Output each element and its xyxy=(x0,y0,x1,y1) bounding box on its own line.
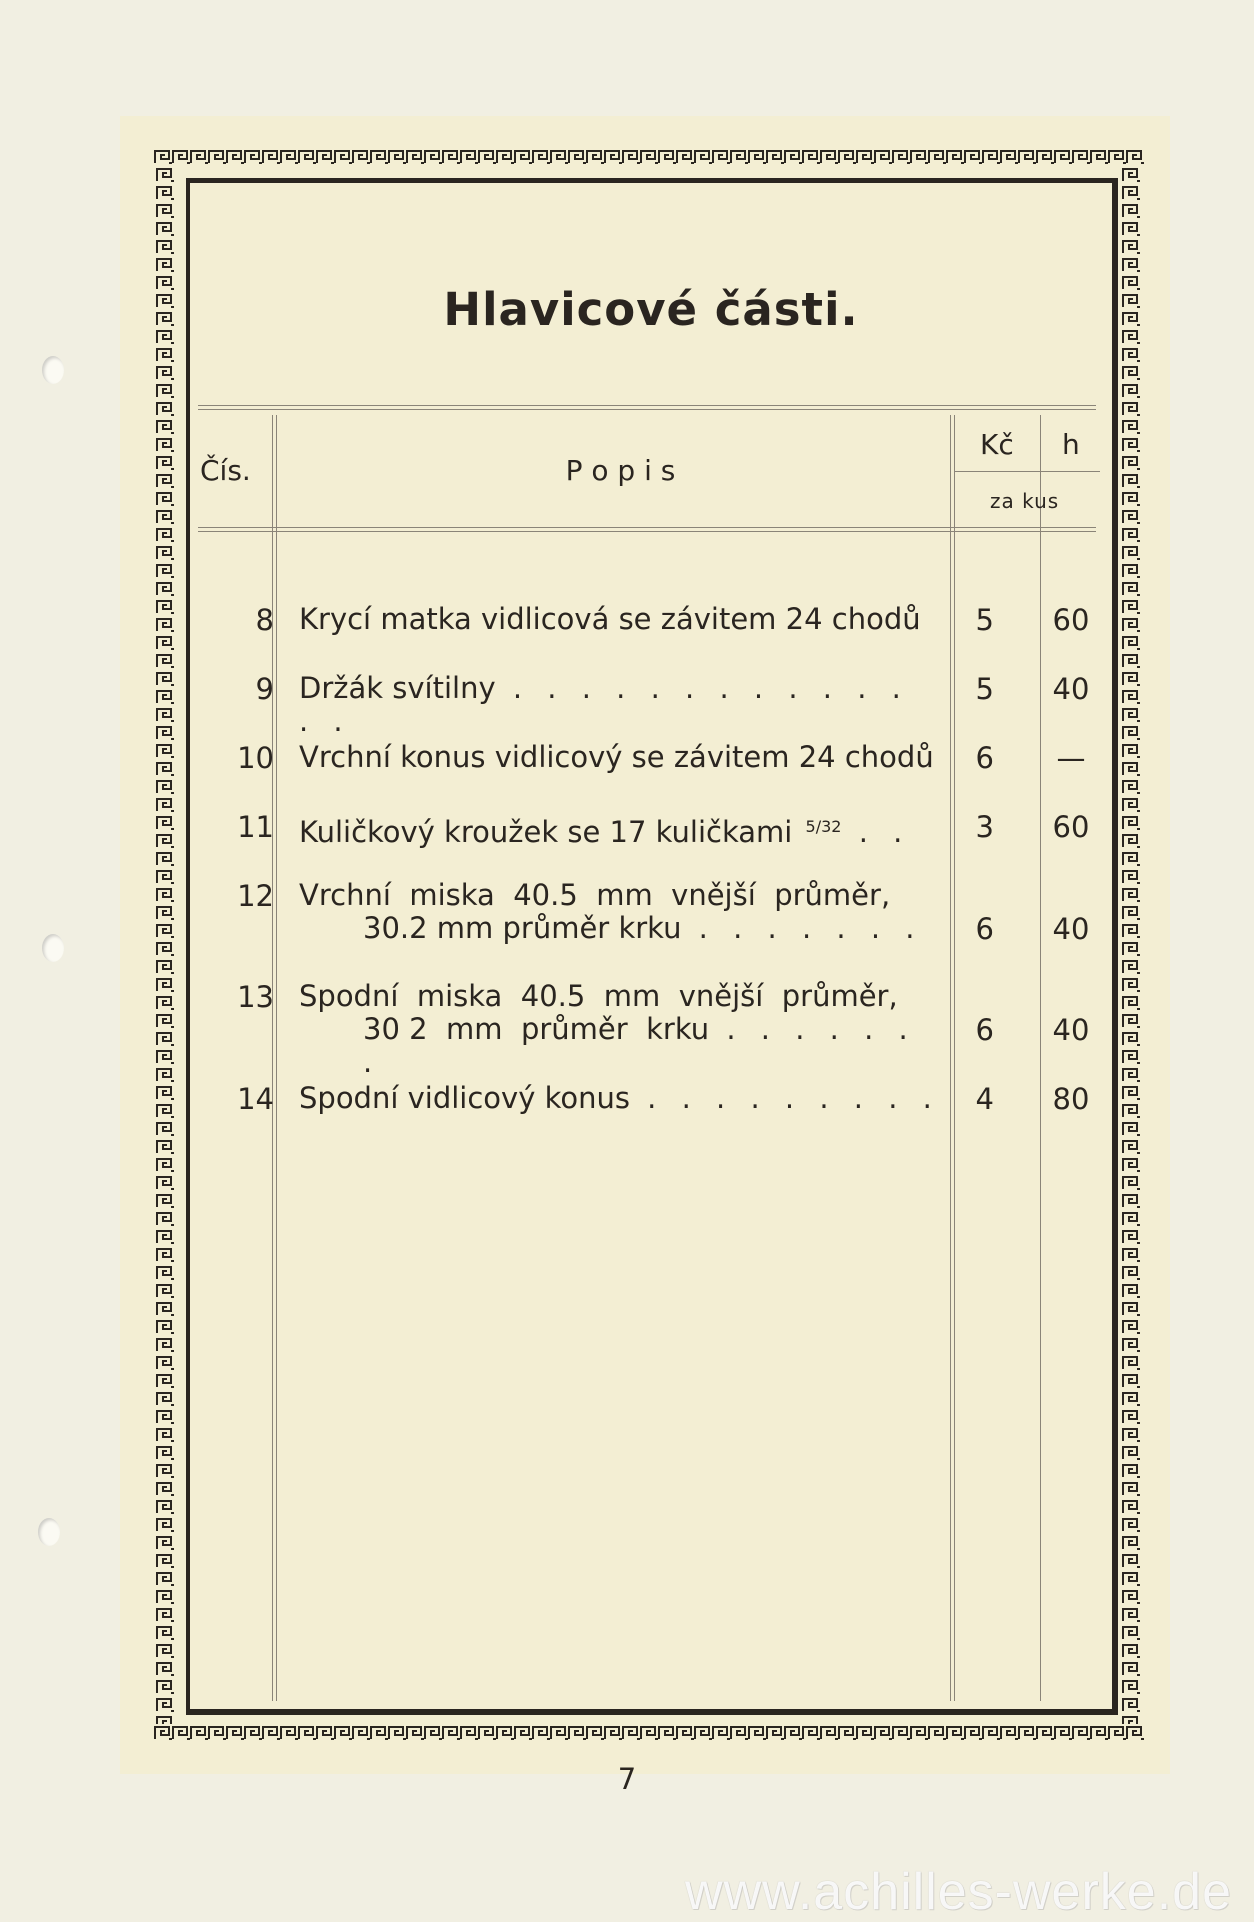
row-number: 8 xyxy=(255,603,274,637)
header-top-rule xyxy=(198,405,1096,406)
row-price-h: 40 xyxy=(1052,672,1090,706)
kc-h-divider-rule xyxy=(954,471,1100,472)
row-description-line1: Spodní miska 40.5 mm vnější průměr, xyxy=(299,979,898,1013)
row-number: 10 xyxy=(237,741,274,775)
header-kc: Kč xyxy=(980,428,1014,461)
row-number: 13 xyxy=(237,980,274,1014)
row-description xyxy=(299,879,942,945)
leader-dots: . . . . . . . xyxy=(363,1012,916,1079)
row-price-h: 40 xyxy=(1052,912,1090,946)
row-description xyxy=(299,980,942,1079)
row-description xyxy=(299,672,942,738)
row-price-h: 40 xyxy=(1052,1013,1090,1047)
row-description-line2 xyxy=(299,1013,942,1079)
row-number: 9 xyxy=(255,672,274,706)
header-h: h xyxy=(1062,428,1080,461)
table-row xyxy=(190,1082,1112,1182)
page-number: 7 xyxy=(617,1762,637,1796)
greek-key-border-bottom xyxy=(154,1724,1144,1742)
punch-hole-bottom xyxy=(38,1518,60,1546)
table-row xyxy=(190,879,1112,979)
row-description-text: Spodní vidlicový konus xyxy=(299,1081,630,1115)
punch-hole-top xyxy=(42,356,64,384)
leader-dots: . . . . . . . xyxy=(681,911,923,945)
row-description-line2 xyxy=(299,912,942,945)
row-description-text: Držák svítilny xyxy=(299,671,496,705)
greek-key-border-right xyxy=(1122,166,1140,1724)
row-description xyxy=(299,741,942,774)
greek-key-border-left xyxy=(156,166,174,1724)
row-price-h: 80 xyxy=(1052,1082,1090,1116)
row-price-kc: 6 xyxy=(975,741,994,775)
watermark-text: www.achilles-werke.de xyxy=(685,1863,1232,1921)
row-price-kc: 6 xyxy=(975,912,994,946)
row-number: 11 xyxy=(237,810,274,844)
header-number: Čís. xyxy=(200,454,251,487)
row-description-text: Krycí matka vidlicová se závitem 24 chodů xyxy=(299,602,921,636)
header-bottom-rule-2 xyxy=(198,531,1096,532)
table-frame xyxy=(186,178,1118,1715)
row-price-kc: 6 xyxy=(975,1013,994,1047)
row-price-h: 60 xyxy=(1052,603,1090,637)
punch-hole-middle xyxy=(42,934,64,962)
row-description xyxy=(299,810,942,849)
leader-dots: . . xyxy=(841,815,911,849)
row-description-text: Vrchní konus vidlicový se závitem 24 chodů xyxy=(299,740,934,774)
row-price-h: 60 xyxy=(1052,810,1090,844)
table-row xyxy=(190,980,1112,1080)
row-description xyxy=(299,1082,942,1115)
header-bottom-rule xyxy=(198,527,1096,528)
row-price-kc: 5 xyxy=(975,672,994,706)
row-price-h: — xyxy=(1056,741,1086,775)
row-description-text: Kuličkový kroužek se 17 kuličkami xyxy=(299,815,793,849)
row-description-line2-text: 30 2 mm průměr krku xyxy=(363,1012,710,1046)
row-number: 14 xyxy=(237,1082,274,1116)
leader-dots: . . . . . . . . . xyxy=(629,1081,940,1115)
row-description xyxy=(299,603,942,636)
ball-size-fraction: 5/32 xyxy=(805,817,842,836)
row-price-kc: 3 xyxy=(975,810,994,844)
header-description: P o p i s xyxy=(565,454,676,487)
row-price-kc: 5 xyxy=(975,603,994,637)
row-number: 12 xyxy=(237,879,274,913)
header-top-rule-2 xyxy=(198,409,1096,410)
leader-dots: . . . . . . . . . . . . . . xyxy=(299,671,909,738)
row-description-line1: Vrchní miska 40.5 mm vnější průměr, xyxy=(299,878,891,912)
greek-key-border-top xyxy=(154,148,1144,166)
row-price-kc: 4 xyxy=(975,1082,994,1116)
page-title: Hlavicové části. xyxy=(443,283,859,336)
header-per-piece: za kus xyxy=(990,489,1060,513)
row-description-line2-text: 30.2 mm průměr krku xyxy=(363,911,682,945)
